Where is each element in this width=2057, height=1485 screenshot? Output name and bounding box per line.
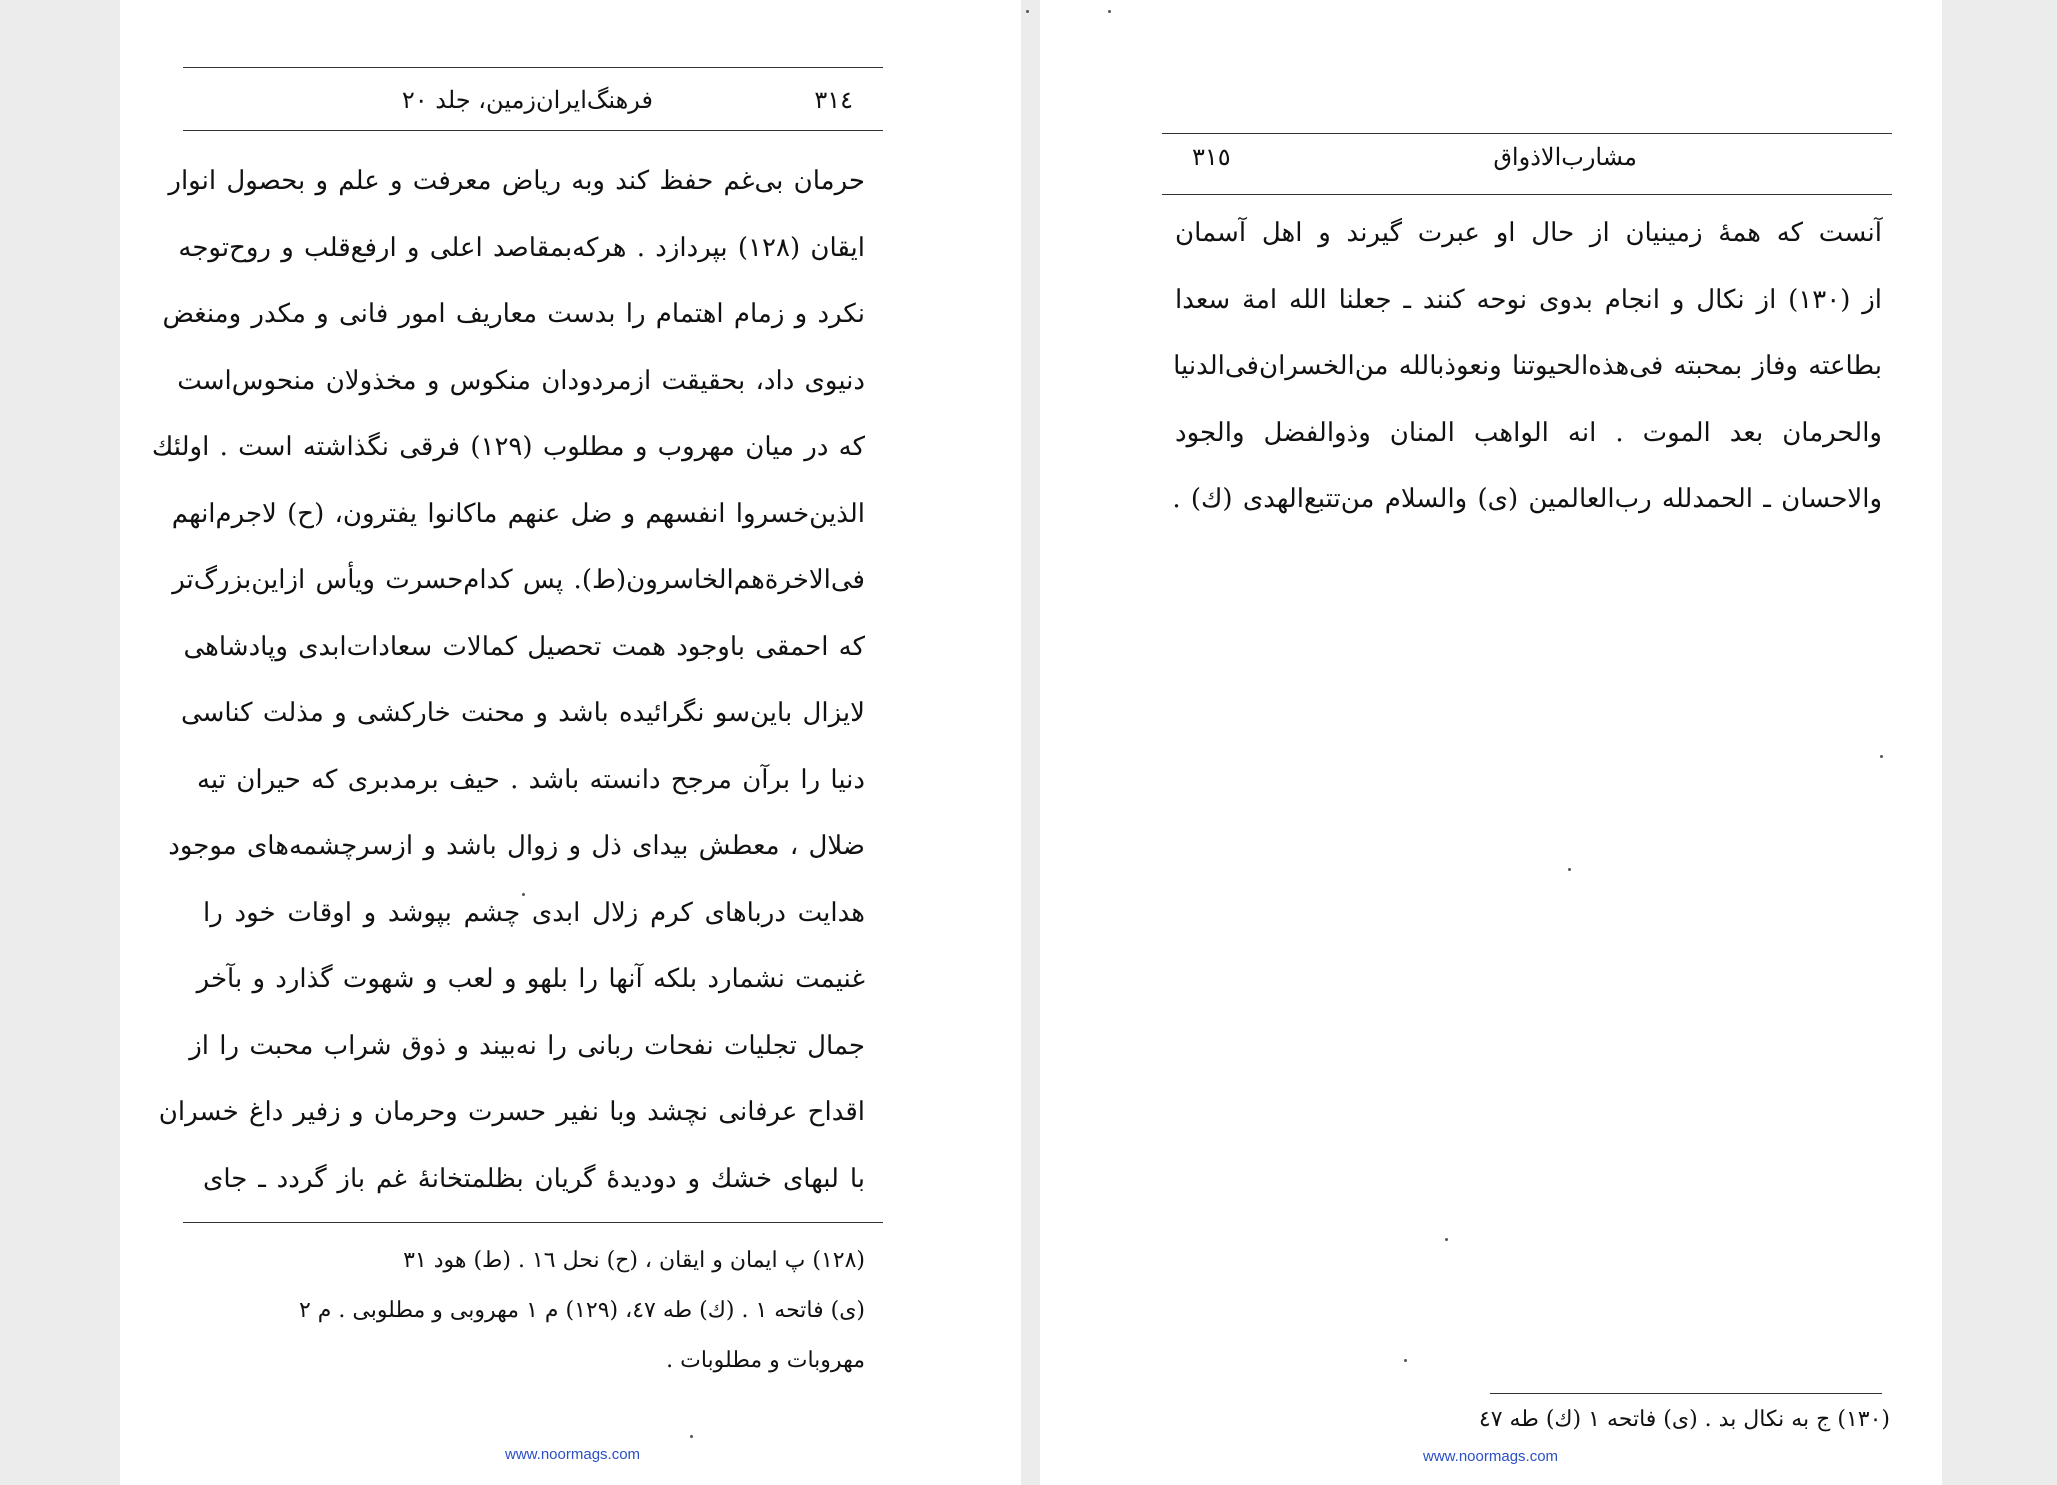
text-line: دنیا را برآن مرجح دانسته باشد . حیف برمدبری که حیران تیه — [196, 764, 865, 795]
text-line: دنیوی داد، بحقیقت ازمردودان منکوس و مخذولان منحوس‌است — [177, 365, 865, 396]
text-line: که در میان مهروب و مطلوب (١٢٩) فرقی نگذاشته است . اولئك — [151, 432, 865, 462]
running-title: مشارب‌الاذواق — [1493, 143, 1637, 171]
source-link[interactable]: www.noormags.com — [1423, 1448, 1559, 1465]
text-line: بطاعته وفاز بمحبته فی‌هذه‌الحیوتنا ونعوذبالله من‌الخسران‌فی‌الدنیا — [1173, 351, 1882, 381]
text-line: جمال تجلیات نفحات ربانی را نه‌بیند و ذوق شراب محبت را از — [189, 1030, 865, 1061]
right-page-body — [1172, 200, 1882, 533]
footnote-rule — [1490, 1393, 1882, 1394]
right-page-footnotes — [1240, 1395, 1890, 1445]
print-speck — [1108, 10, 1111, 13]
footnote: (١٢٨) پ ایمان و ایقان ، (ح) نحل ١٦ . (ط) هود ٣١ — [403, 1248, 865, 1273]
text-line: لایزال باین‌سو نگرائیده باشد و محنت خارکشی و مذلت کناسی — [180, 698, 865, 728]
print-speck — [1404, 1359, 1407, 1362]
print-speck — [1880, 755, 1883, 758]
text-line: اقداح عرفانی نچشد وبا نفیر حسرت وحرمان و زفیر داغ خسران — [158, 1097, 865, 1127]
header-top-rule — [1162, 133, 1892, 134]
text-line: با لبهای خشك و دودیدهٔ گریان بظلمتخانهٔ غم باز گردد ـ جای — [203, 1163, 865, 1194]
text-line: غنیمت نشمارد بلکه آنها را بلهو و لعب و شهوت گذارد و بآخر — [196, 964, 865, 994]
header-bottom-rule — [183, 130, 883, 131]
source-link[interactable]: www.noormags.com — [505, 1446, 641, 1463]
text-line: ضلال ، معطش بیدای ذل و زوال باشد و ازسرچشمه‌های موجود — [168, 831, 865, 861]
text-line: آنست که همهٔ زمینیان از حال او عبرت گیرند و اهل آسمان — [1175, 218, 1882, 248]
left-page — [120, 0, 1021, 1485]
text-line: از (١٣٠) از نکال و انجام بدوی نوحه کنند ـ جعلنا الله امة سعدا — [1175, 284, 1882, 315]
text-line: والاحسان ـ الحمدلله رب‌العالمین (ی) والسلام من‌تتبع‌الهدی (ك) . — [1172, 484, 1882, 514]
print-speck — [1026, 10, 1029, 13]
left-page-body — [151, 148, 865, 1212]
print-speck — [690, 1435, 693, 1438]
header-top-rule — [183, 67, 883, 68]
footnote-rule — [183, 1222, 883, 1223]
left-page-header — [183, 78, 883, 122]
text-line: نکرد و زمام اهتمام را بدست معاریف امور فانی و مکدر ومنغض — [162, 299, 865, 329]
text-line: والحرمان بعد الموت . انه الواهب المنان وذوالفضل والجود — [1175, 417, 1882, 448]
text-line: فی‌الاخرةهم‌الخاسرون(ط). پس کدام‌حسرت ویأس ازاین‌بزرگ‌تر — [172, 565, 865, 595]
header-bottom-rule — [1162, 194, 1892, 195]
print-speck — [1445, 1238, 1448, 1241]
footnote: (ی) فاتحه ١ . (ك) طه ٤٧، (١٢٩) م ١ مهروبی و مطلوبی . م ٢ — [298, 1298, 865, 1323]
page-number: ٣١٤ — [814, 86, 853, 114]
page-number: ٣١٥ — [1192, 143, 1231, 171]
running-title: فرهنگ‌ایران‌زمین، جلد ٢٠ — [401, 86, 653, 114]
left-page-footnotes — [203, 1236, 865, 1386]
right-page — [1040, 0, 1942, 1485]
text-line: حرمان بی‌غم حفظ کند وبه ریاض معرفت و علم و بحصول انوار — [168, 166, 865, 196]
footnote: (١٣٠) ج به نکال بد . (ی) فاتحه ١ (ك) طه ٤٧ — [1478, 1407, 1890, 1432]
text-line: ایقان (١٢٨) بپردازد . هرکه‌بمقاصد اعلی و ارفع‌قلب و روح‌توجه — [178, 232, 865, 263]
footnote: مهروبات و مطلوبات . — [666, 1348, 865, 1373]
right-page-header — [1162, 135, 1892, 179]
text-line: هدایت درباهای کرم زلال ابدی چشم بپوشد و اوقات خود را — [203, 897, 865, 928]
text-line: الذین‌خسروا انفسهم و ضل عنهم ماکانوا یفترون، (ح) لاجرم‌انهم — [171, 498, 865, 529]
print-speck — [1568, 868, 1571, 871]
text-line: که احمقی باوجود همت تحصیل کمالات سعادات‌ابدی وپادشاهی — [183, 631, 865, 662]
print-speck — [522, 893, 525, 896]
